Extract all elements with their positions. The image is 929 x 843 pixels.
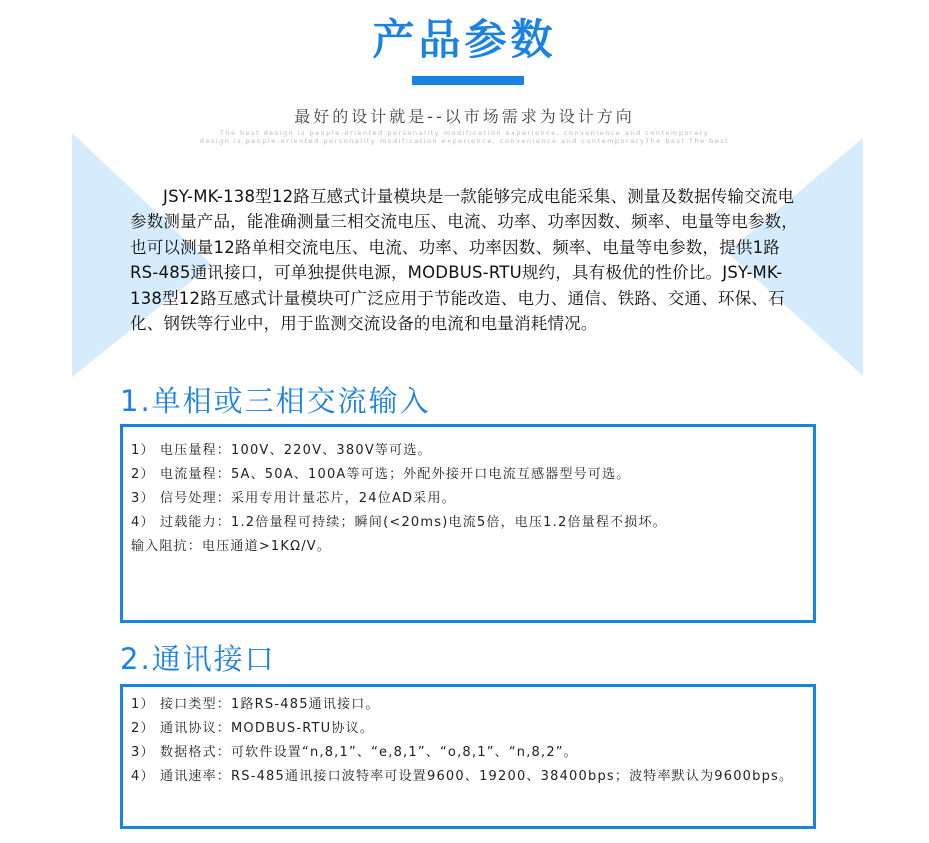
list-item: 4） 过载能力：1.2倍量程可持续；瞬间(<20ms)电流5倍，电压1.2倍量程不损坏。 — [131, 515, 667, 530]
section-title-ac-input: 1.单相或三相交流输入 — [120, 384, 431, 418]
section-title-comm-interface: 2.通讯接口 — [120, 642, 276, 676]
ac-input-spec-box — [120, 424, 816, 623]
title-underline-bar — [412, 76, 524, 85]
comm-interface-spec-list — [123, 687, 813, 789]
list-item: 2） 通讯协议：MODBUS-RTU协议。 — [131, 721, 374, 736]
ac-input-spec-list — [123, 427, 813, 559]
list-item: 1） 电压量程：100V、220V、380V等可选。 — [131, 443, 432, 458]
list-item: 3） 信号处理：采用专用计量芯片，24位AD采用。 — [131, 491, 456, 506]
list-item: 3） 数据格式：可软件设置“n,8,1”、“e,8,1”、“o,8,1”、“n,8,2”。 — [131, 745, 578, 760]
page-title: 产品参数 — [372, 15, 557, 64]
list-item: 1） 接口类型：1路RS-485通讯接口。 — [131, 697, 380, 712]
list-item: 4） 通讯速率：RS-485通讯接口波特率可设置9600、19200、38400bps；波特率默认为9600bps。 — [131, 769, 794, 784]
english-subtitle-line-2: design is people-oriented personality modification experience, convenience and contemporaryThe best The best — [199, 137, 730, 145]
list-item: 输入阻抗：电压通道>1KΩ/V。 — [131, 539, 332, 554]
list-item: 2） 电流量程：5A、50A、100A等可选；外配外接开口电流互感器型号可选。 — [131, 467, 631, 482]
comm-interface-spec-box — [120, 684, 816, 829]
english-subtitle-line-1: The best design is people-oriented personality modification experience, convenience and contemporary — [219, 129, 710, 137]
slogan: 最好的设计就是--以市场需求为设计方向 — [294, 107, 635, 126]
intro-paragraph: JSY-MK-138型12路互感式计量模块是一款能够完成电能采集、测量及数据传输交流电参数测量产品，能准确测量三相交流电压、电流、功率、功率因数、频率、电量等电参数，也可以测量12路单相交流电压、电流、功率、功率因数、频率、电量等电参数，提供1路RS-485通讯接口，可单独提供电源，MODBUS-RTU规约，具有极优的性价比。JSY-MK-138型12路互感式计量模块可广泛应用于节能改造、电力、通信、铁路、交通、环保、石化、钢铁等行业中，用于监测交流设备的电流和电量消耗情况。 — [130, 186, 798, 333]
